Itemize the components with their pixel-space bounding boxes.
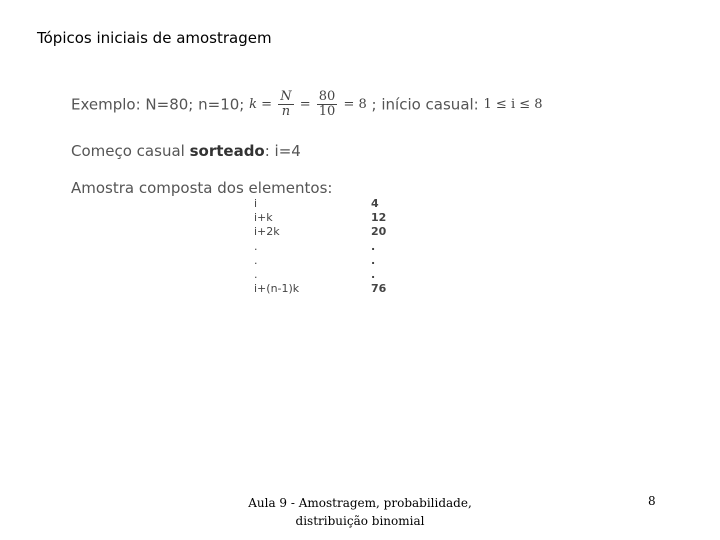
k-variable: k (249, 97, 258, 112)
formula-equals-2: = (299, 97, 311, 112)
formula-equals-1: = (261, 97, 273, 112)
element-expression: . (254, 239, 258, 253)
element-value: . (371, 253, 376, 267)
slide-footer (240, 494, 480, 530)
example-prefix: Exemplo: N=80; n=10; (71, 95, 245, 114)
element-expression: i+2k (254, 225, 280, 239)
sample-label: Amostra composta dos elementos: (71, 179, 333, 197)
formula-result: = 8 (343, 97, 367, 112)
example-line (71, 90, 543, 119)
element-expression: . (254, 267, 258, 281)
element-expression: i+(n-1)k (254, 282, 300, 296)
random-start-bold: sorteado (189, 142, 265, 160)
element-value: 20 (371, 225, 387, 239)
element-expression: i (254, 197, 258, 210)
random-start-prefix: Começo casual (71, 142, 185, 160)
random-start-line (71, 142, 301, 160)
slide-title: Tópicos iniciais de amostragem (37, 29, 272, 47)
fraction-denominator-n: n (281, 104, 291, 119)
element-value: . (371, 267, 376, 281)
element-value: 76 (371, 282, 387, 296)
element-expression: i+k (254, 211, 273, 225)
start-range: 1 ≤ i ≤ 8 (483, 97, 543, 112)
page-number: 8 (648, 494, 656, 508)
element-expression: . (254, 253, 258, 267)
footer-line-2: distribuição binomial (295, 514, 425, 528)
start-label: ; início casual: (371, 95, 479, 114)
fraction-symbolic (278, 90, 293, 119)
element-value: 12 (371, 211, 387, 225)
fraction-numeric (317, 90, 338, 119)
fraction-denominator-10: 10 (318, 104, 336, 119)
element-value: 4 (371, 197, 379, 210)
k-formula (249, 90, 367, 119)
fraction-numerator-N: N (280, 89, 292, 104)
element-value: . (371, 239, 376, 253)
random-start-suffix: : i=4 (264, 142, 301, 160)
footer-line-1: Aula 9 - Amostragem, probabilidade, (248, 496, 472, 510)
fraction-numerator-80: 80 (318, 89, 336, 104)
